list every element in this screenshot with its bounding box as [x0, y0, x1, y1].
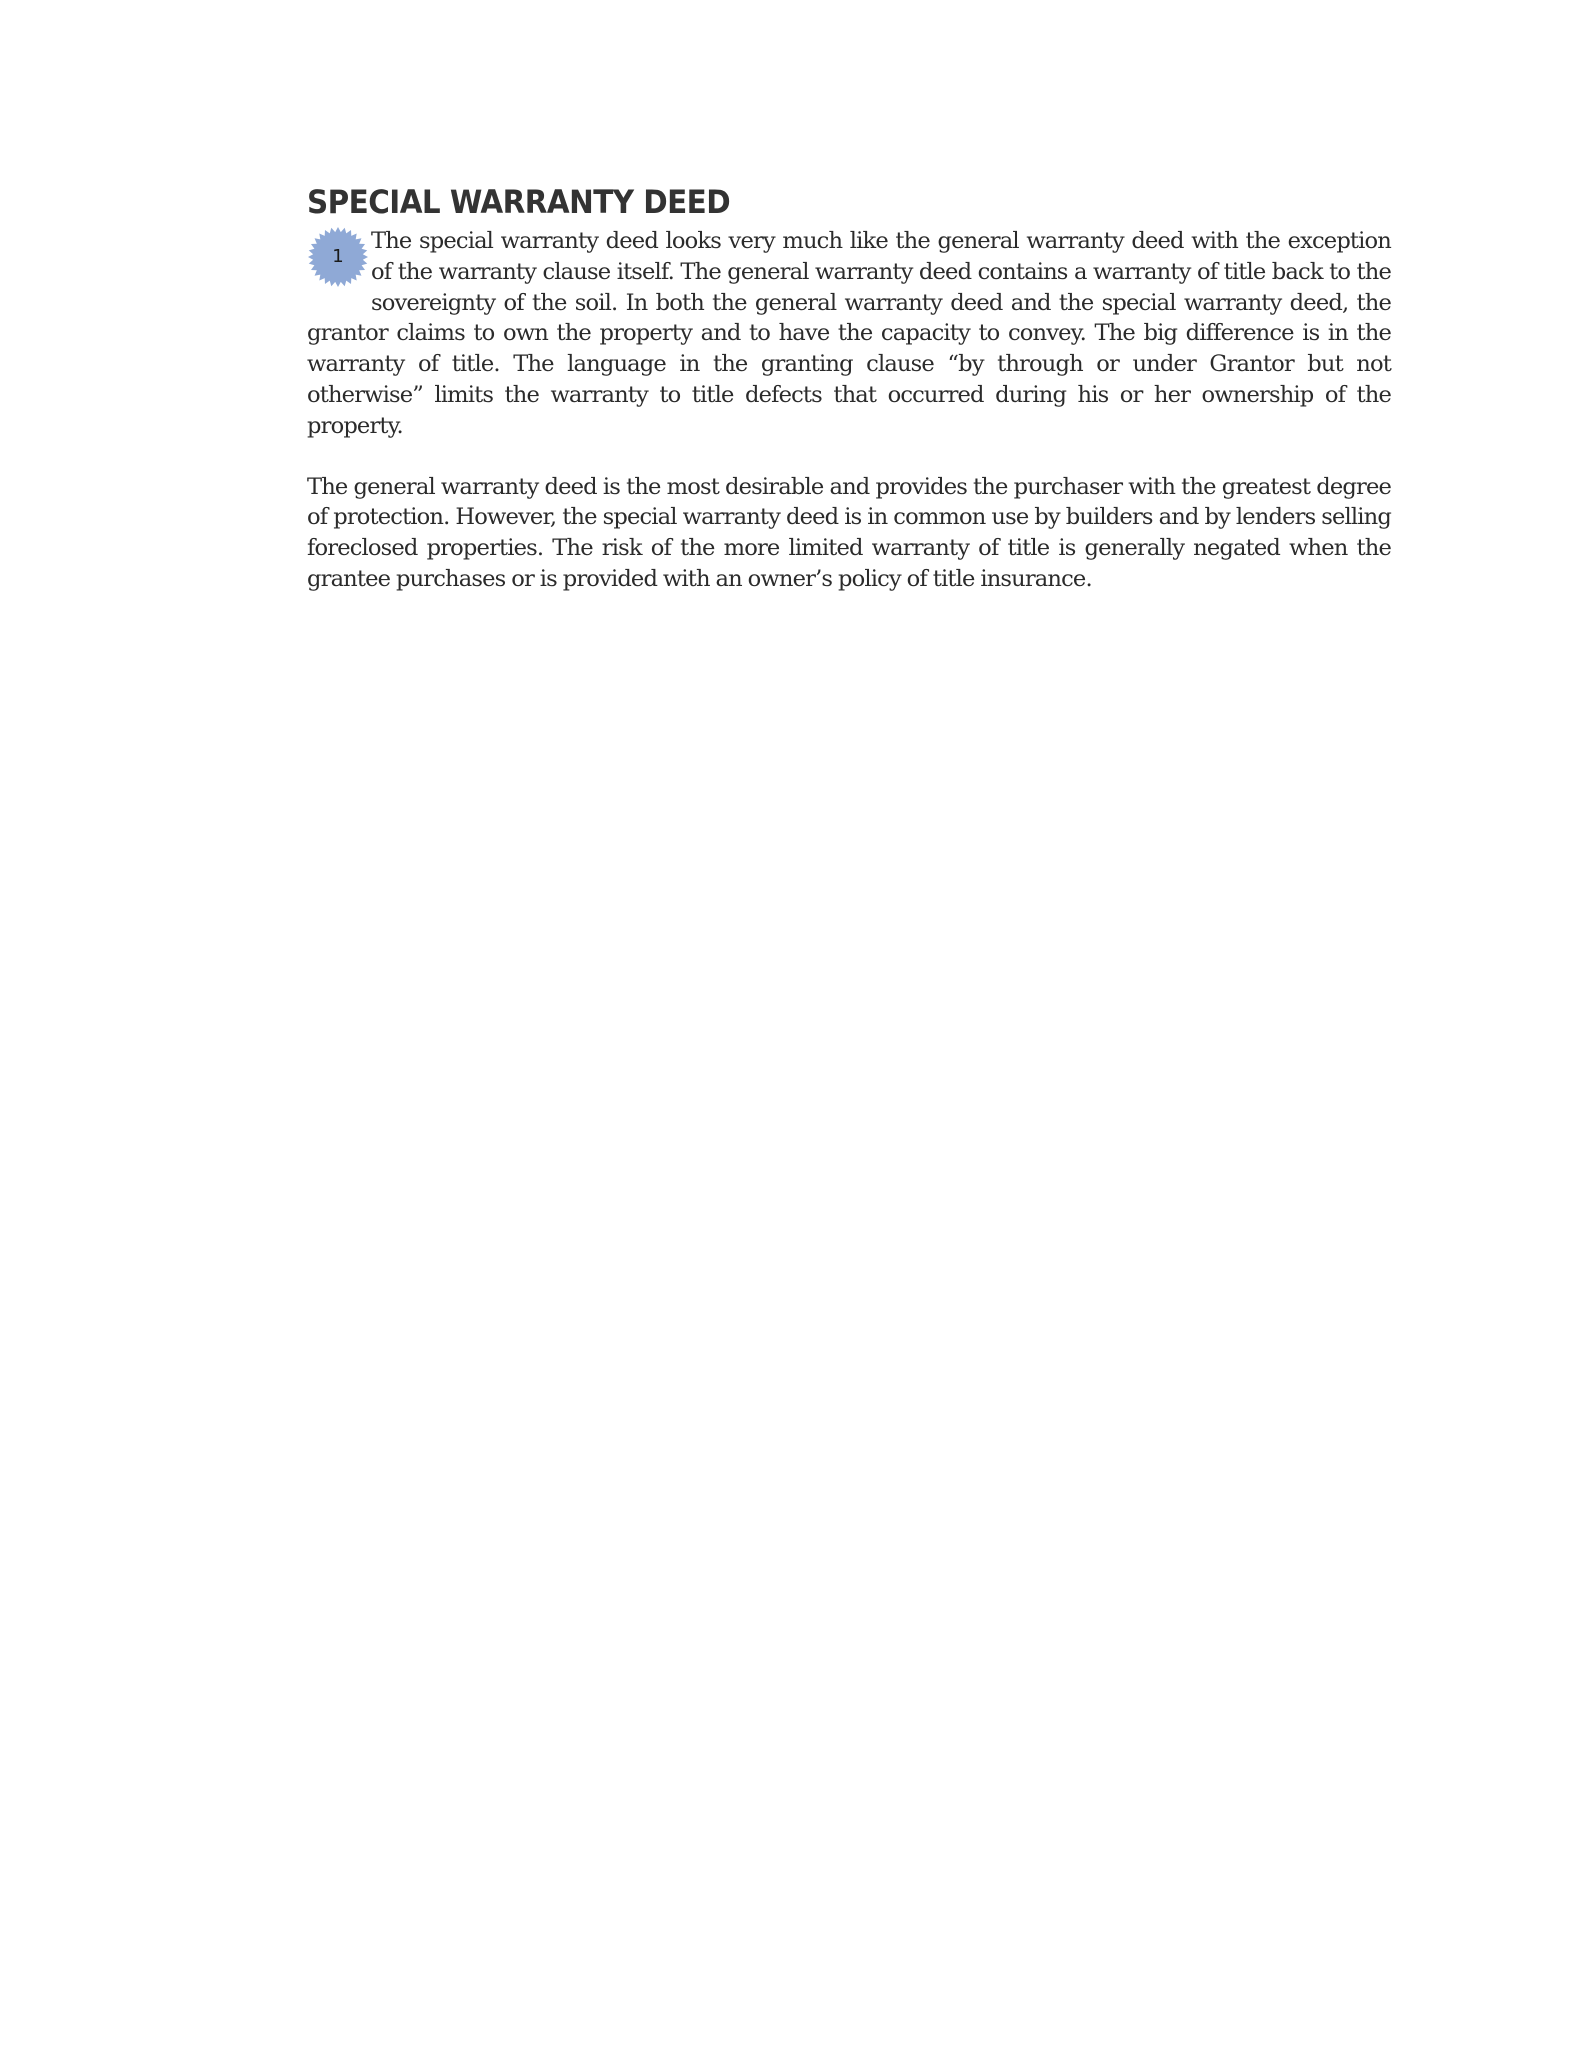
- starburst-badge-icon: [307, 226, 371, 288]
- paragraph-2: The general warranty deed is the most desirable and provides the purchaser with the greatest degree of protection. However, the special warranty deed is in common use by builders and by lenders selling foreclosed properties. The risk of the more limited warranty of title is generally negated when the grantee purchases or is provided with an owner’s policy of title insurance.: [307, 473, 1391, 592]
- paragraph-1: The special warranty deed looks very much like the general warranty deed with the exception of the warranty clause itself. The general warranty deed contains a warranty of title back to the sovereignty of the soil. In both the general warranty deed and the special warranty deed, the grantor claims to own the property and to have the capacity to convey. The big difference is in the warranty of title. The language in the granting clause “by through or under Grantor but not otherwise” limits the warranty to title defects that occurred during his or her ownership of the property.: [307, 228, 1391, 439]
- section-heading: SPECIAL WARRANTY DEED: [307, 183, 731, 221]
- badge-number: 1: [332, 246, 344, 267]
- content-column: [307, 180, 1391, 595]
